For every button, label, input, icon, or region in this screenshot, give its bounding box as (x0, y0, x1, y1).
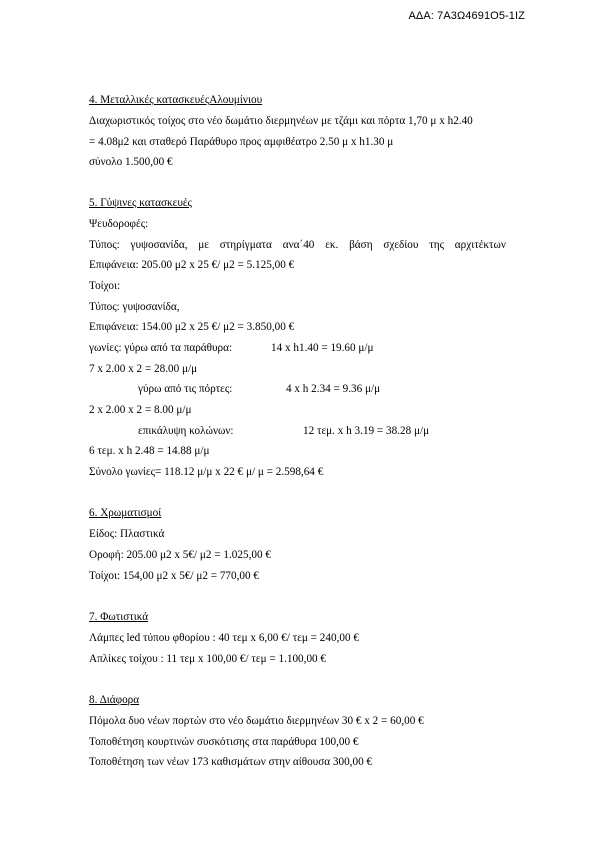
section-6-line-3: Τοίχοι: 154,00 μ2 x 5€/ μ2 = 770,00 € (89, 570, 259, 582)
section-7-line-2: Απλίκες τοίχου : 11 τεμ x 100,00 €/ τεμ = 1.100,00 € (89, 653, 327, 665)
section-6-line-1: Είδος: Πλαστικά (89, 528, 165, 540)
section-8-line-3: Τοποθέτηση των νέων 173 καθισμάτων στην αίθουσα 300,00 € (89, 756, 373, 768)
word: εκ. (325, 239, 339, 251)
section-8-line-1: Πόμολα δυο νέων πορτών στο νέο δωμάτιο διερμηνέων 30 € x 2 = 60,00 € (89, 715, 424, 727)
word: της (429, 239, 444, 251)
section-5-line-5: Τύπος: γυψοσανίδα, (89, 301, 180, 313)
word: αρχιτέκτων (454, 239, 506, 251)
section-5-line-12: 6 τεμ. x h 2.48 = 14.88 μ/μ (89, 445, 210, 457)
section-5-line-4: Τοίχοι: (89, 280, 121, 292)
section-7-title: 7. Φωτιστικά (89, 611, 149, 623)
section-5-line-13: Σύνολο γωνίες= 118.12 μ/μ x 22 € μ/ μ = 2.598,64 € (89, 466, 324, 478)
section-5-line-10: 2 x 2.00 x 2 = 8.00 μ/μ (89, 404, 192, 416)
word: ανα΄40 (282, 239, 315, 251)
section-7-line-1: Λάμπες led τύπου φθορίου : 40 τεμ x 6,00 €/ τεμ = 240,00 € (89, 632, 359, 644)
section-5-line-3: Επιφάνεια: 205.00 μ2 x 25 €/ μ2 = 5.125,00 € (89, 259, 295, 271)
section-5-line-8: 7 x 2.00 x 2 = 28.00 μ/μ (89, 363, 198, 375)
word: στηρίγματα (219, 239, 272, 251)
section-5-line-9b: 4 x h 2.34 = 9.36 μ/μ (286, 383, 381, 395)
section-5-line-1: Ψευδοροφές: (89, 218, 149, 230)
ada-code: ΑΔΑ: 7Α3Ω4691Ο5-1ΙΖ (408, 10, 525, 22)
word: Τύπος: (89, 239, 120, 251)
section-4-line-2: = 4.08μ2 και σταθερό Παράθυρο προς αμφιθέατρο 2.50 μ x h1.30 μ (89, 136, 394, 148)
section-5-line-6: Επιφάνεια: 154.00 μ2 x 25 €/ μ2 = 3.850,00 € (89, 321, 295, 333)
section-8-line-2: Τοποθέτηση κουρτινών συσκότισης στα παράθυρα 100,00 € (89, 736, 359, 748)
section-5-line-11a: επικάλυψη κολώνων: (138, 425, 234, 437)
section-8-title: 8. Διάφορα (89, 694, 140, 706)
word: με (198, 239, 209, 251)
word: γυψοσανίδα, (130, 239, 188, 251)
section-6-line-2: Οροφή: 205.00 μ2 x 5€/ μ2 = 1.025,00 € (89, 549, 271, 561)
section-5-line-11b: 12 τεμ. x h 3.19 = 38.28 μ/μ (303, 425, 430, 437)
section-5-line-7a: γωνίες: γύρω από τα παράθυρα: (89, 342, 233, 354)
section-4-line-1: Διαχωριστικός τοίχος στο νέο δωμάτιο διερμηνέων με τζάμι και πόρτα 1,70 μ x h2.40 (89, 115, 473, 127)
section-5-title: 5. Γύψινες κατασκευές (89, 197, 192, 209)
section-5-line-7b: 14 x h1.40 = 19.60 μ/μ (271, 342, 374, 354)
section-4-line-3: σύνολο 1.500,00 € (89, 156, 173, 168)
word: βάση (349, 239, 373, 251)
section-5-line-2 (89, 238, 506, 252)
word: σχεδίου (383, 239, 419, 251)
section-5-line-9a: γύρω από τις πόρτες: (138, 383, 233, 395)
section-6-title: 6. Χρωματισμοί (89, 507, 162, 519)
section-4-title: 4. Μεταλλικές κατασκευέςΑλουμίνιου (89, 94, 263, 106)
